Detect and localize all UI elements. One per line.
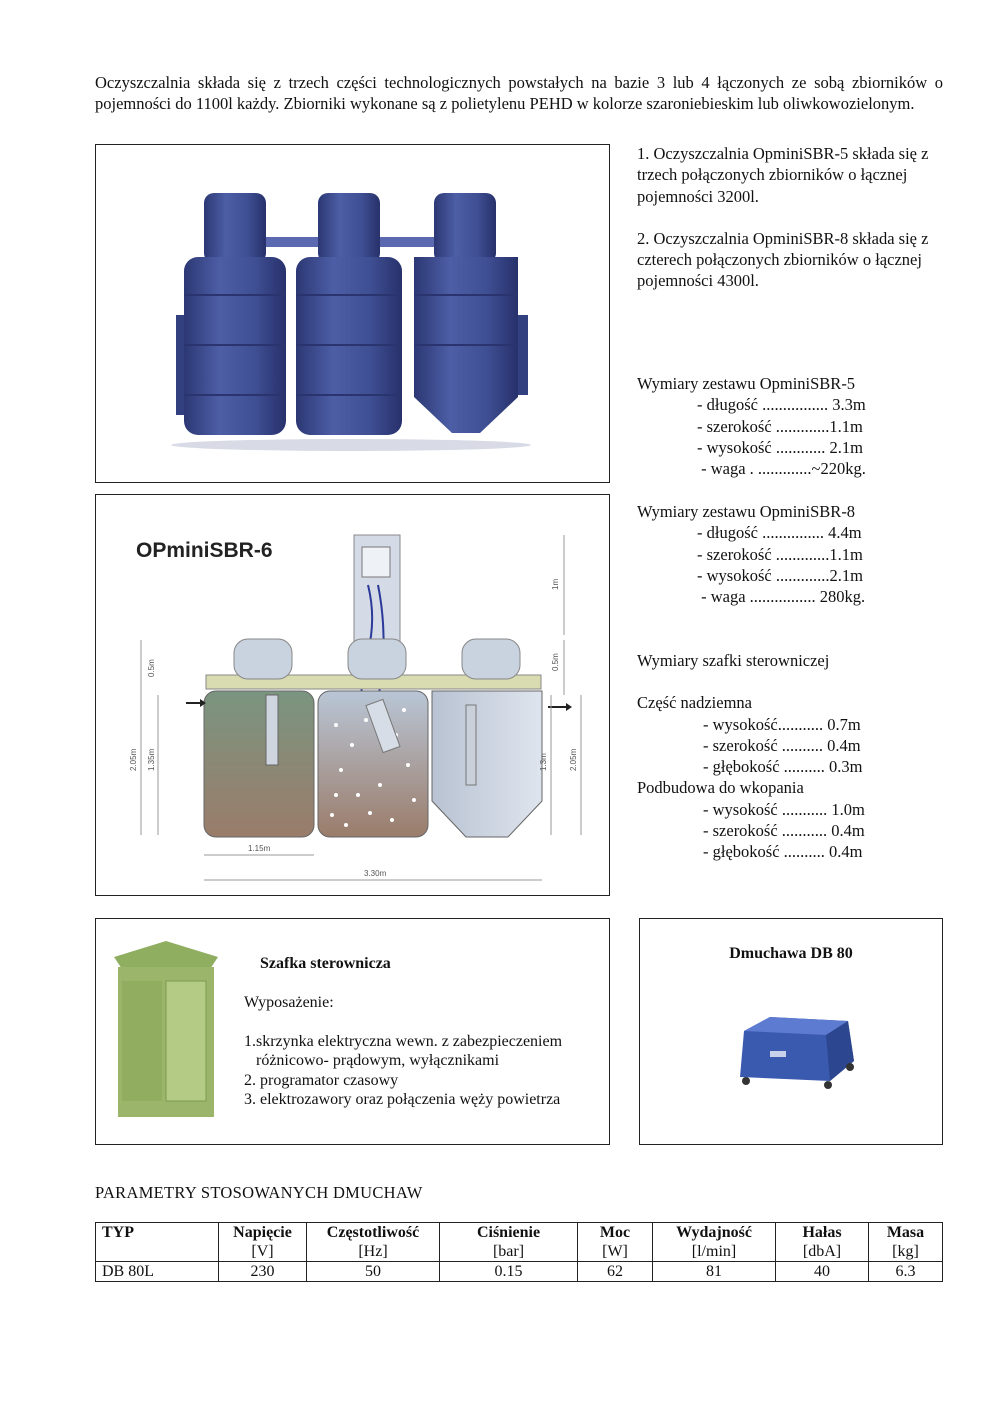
table-header-row [96, 1223, 943, 1262]
cell-wydajnosc: 81 [653, 1262, 776, 1282]
dims-sbr8-title: Wymiary zestawu OpminiSBR-8 [637, 502, 856, 521]
cabinet-dims-title: Wymiary szafki sterowniczej [637, 651, 830, 670]
dims-sbr8-line: - długość ............... 4.4m [697, 523, 862, 543]
dim-1m: 1m [551, 578, 560, 590]
dims-sbr5-line: - długość ................ 3.3m [697, 395, 866, 415]
th-masa: Masa [kg] [869, 1223, 943, 1262]
dims-sbr5-line: - szerokość .............1.1m [697, 416, 863, 436]
cell-cisnienie: 0.15 [440, 1262, 578, 1282]
dims-sbr8-line: - waga ................ 280kg. [697, 587, 866, 607]
control-cabinet-equipment [244, 993, 604, 1110]
desc-item-1: 1. Oczyszczalnia OpminiSBR-5 składa się z trzech połączonych zbiorników o łącznej pojemności 3200l. [637, 144, 929, 206]
intro-paragraph: Oczyszczalnia składa się z trzech części technologicznych powstałych na bazie 3 lub 4 łączonych ze sobą zbiorników o pojemności do 1100l każdy. Zbiorniki wykonane są z polietylenu PEHD w kolorze szaroniebieskim lub oliwkowozielonym. [95, 73, 943, 113]
dims-sbr5-title: Wymiary zestawu OpminiSBR-5 [637, 374, 856, 393]
diagram-title: OPminiSBR-6 [136, 539, 273, 562]
blower-title: Dmuchawa DB 80 [729, 945, 853, 962]
dim-05m-right: 0.5m [551, 653, 560, 671]
th-wydajnosc: Wydajność [l/min] [653, 1223, 776, 1262]
cell-moc: 62 [578, 1262, 653, 1282]
dims-sbr5-line: - waga . .............~220kg. [697, 459, 866, 479]
blower-image [730, 1011, 860, 1091]
dim-205m-right: 2.05m [569, 748, 578, 771]
cabinet-below-line: - głębokość .......... 0.4m [703, 842, 863, 862]
th-moc: Moc [W] [578, 1223, 653, 1262]
equipment-item: różnicowo- prądowym, wyłącznikami [244, 1052, 500, 1069]
cell-czestotliwosc: 50 [307, 1262, 440, 1282]
th-halas: Hałas [dbA] [776, 1223, 869, 1262]
cabinet-dims [637, 650, 943, 863]
description-items [637, 143, 943, 292]
cabinet-below-line: - szerokość ........... 0.4m [703, 821, 865, 841]
tanks-illustration [96, 145, 609, 482]
th-napiecie: Napięcie [V] [219, 1223, 307, 1262]
dims-sbr8 [637, 501, 943, 607]
dim-205m-left: 2.05m [129, 748, 138, 771]
dims-sbr5 [637, 373, 943, 479]
desc-item-2: 2. Oczyszczalnia OpminiSBR-8 składa się z czterech połączonych zbiorników o łącznej pojemności 4300l. [637, 228, 929, 291]
blower-params-table [95, 1222, 943, 1282]
sbr-cross-section-diagram [96, 495, 609, 895]
th-czestotliwosc: Częstotliwość [Hz] [307, 1223, 440, 1262]
cell-halas: 40 [776, 1262, 869, 1282]
equipment-item: 2. programator czasowy [244, 1071, 399, 1089]
tank-1 [184, 193, 286, 435]
tank-3 [414, 193, 518, 433]
dim-135m: 1.35m [147, 748, 156, 771]
th-typ: TYP [96, 1223, 219, 1262]
dim-05m-left: 0.5m [147, 659, 156, 677]
diagram-tank-2 [318, 691, 428, 837]
control-cabinet-image [110, 937, 222, 1123]
diagram-tank-3 [432, 691, 542, 837]
cabinet-above-line: - wysokość........... 0.7m [703, 714, 861, 734]
dim-13m: 1.3m [539, 753, 548, 771]
equipment-item: 1.skrzynka elektryczna wewn. z zabezpieczeniem [244, 1032, 563, 1050]
dims-sbr8-line: - szerokość .............1.1m [697, 544, 863, 564]
params-heading: PARAMETRY STOSOWANYCH DMUCHAW [95, 1183, 423, 1202]
cabinet-above-title: Część nadziemna [637, 693, 752, 713]
control-cabinet-title: Szafka sterownicza [260, 955, 391, 972]
equipment-item: 3. elektrozawory oraz połączenia węży powietrza [244, 1091, 561, 1108]
diagram-tank-1 [204, 691, 314, 837]
cell-masa: 6.3 [869, 1262, 943, 1282]
dims-sbr8-line: - wysokość .............2.1m [697, 565, 863, 585]
cell-typ: DB 80L [96, 1262, 219, 1282]
cabinet-below-title: Podbudowa do wkopania [637, 778, 804, 798]
control-cabinet-frame [95, 918, 610, 1145]
dims-sbr5-line: - wysokość ............ 2.1m [697, 437, 863, 457]
dim-330m: 3.30m [364, 869, 387, 878]
th-cisnienie: Ciśnienie [bar] [440, 1223, 578, 1262]
cell-napiecie: 230 [219, 1262, 307, 1282]
tanks-photo-frame [95, 144, 610, 483]
cabinet-above-line: - głębokość .......... 0.3m [703, 757, 863, 777]
cabinet-below-line: - wysokość ........... 1.0m [703, 799, 865, 819]
equipment-label: Wyposażenie: [244, 994, 334, 1011]
cabinet-above-line: - szerokość .......... 0.4m [703, 735, 861, 755]
table-row [96, 1262, 943, 1282]
dim-115m: 1.15m [248, 844, 271, 853]
tank-2 [296, 193, 402, 435]
blower-frame [639, 918, 943, 1145]
diagram-frame [95, 494, 610, 896]
